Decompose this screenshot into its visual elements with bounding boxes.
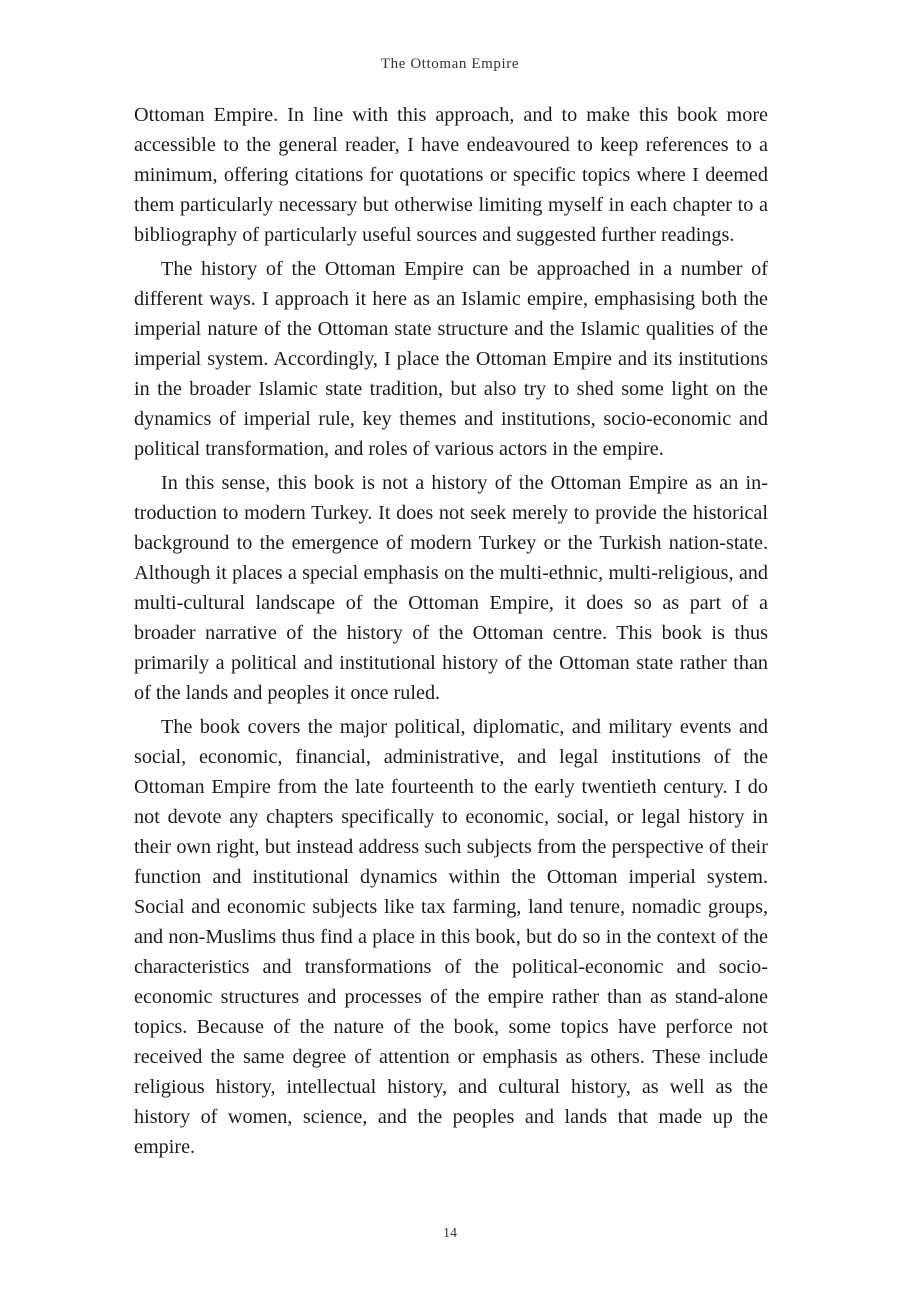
paragraph-modern-turkey: In this sense, this book is not a history of the Ottoman Empire as an introduction to modern Turkey. It does not seek merely to provide the historical background to the emergence of modern Turkey or the Turkish nation-state. Although it places a special emphasis on the multi-ethnic, multi-religious, and multi-cultural landscape of the Ottoman Empire, it does so as part of a broader narrative of the history of the Ottoman centre. This book is thus primarily a political and institutional history of the Ottoman state rather than of the lands and peoples it once ruled.	[134, 472, 768, 704]
page-number: 14	[443, 1226, 457, 1241]
body-text	[134, 100, 768, 1166]
paragraph-book-coverage: The book covers the major political, diplomatic, and military events and social, economic, financial, administrative, and legal institutions of the Ottoman Empire from the late fourteenth to the early twentieth century. I do not devote any chapters specifically to economic, social, or legal history in their own right, but instead address such subjects from the perspective of their function and institutional dynamics within the Ottoman imperial system. Social and economic subjects like tax farming, land tenure, nomadic groups, and non-Muslims thus find a place in this book, but do so in the context of the characteristics and transformations of the political-economic and socio-economic structures and processes of the empire rather than as stand-alone topics. Because of the nature of the book, some topics have perforce not received the same degree of attention or emphasis as others. These include religious history, intellectual history, and cultural history, as well as the history of women, science, and the peoples and lands that made up the empire.	[134, 716, 768, 1158]
paragraph-islamic-empire: The history of the Ottoman Empire can be approached in a number of different ways. I approach it here as an Islamic empire, emphasising both the imperial nature of the Ottoman state structure and the Islamic qualities of the imperial system. Accordingly, I place the Ottoman Empire and its institutions in the broader Islamic state tradition, but also try to shed some light on the dynamics of imperial rule, key themes and institutions, socio-economic and political transformation, and roles of various actors in the empire.	[134, 258, 768, 460]
paragraph-continued: Ottoman Empire. In line with this approach, and to make this book more accessible to the general reader, I have endeavoured to keep references to a minimum, offering citations for quotations or specific topics where I deemed them particularly necessary but otherwise limiting myself in each chapter to a bibliography of particularly useful sources and suggested further readings.	[134, 104, 768, 246]
running-head: The Ottoman Empire	[380, 56, 520, 72]
